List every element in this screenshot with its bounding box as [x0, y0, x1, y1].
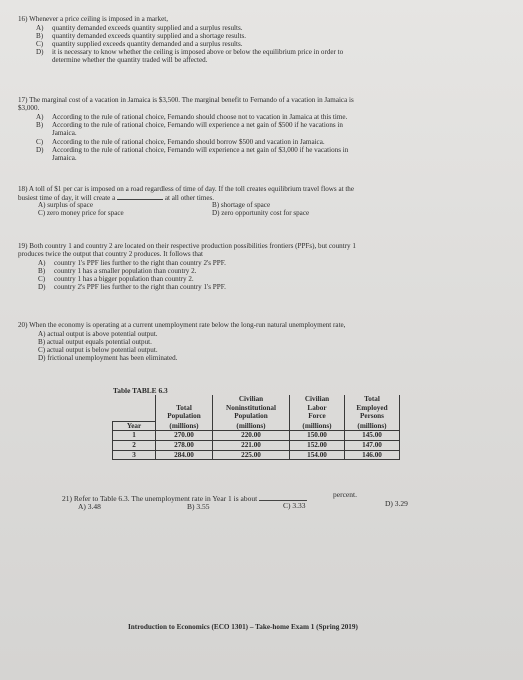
- q18-stem-line2: busiest time of day, it will create a at all other times.: [18, 194, 215, 202]
- header-total-pop-3: (millions): [156, 421, 213, 431]
- header-labor-force-1: Civilian: [290, 395, 345, 404]
- header-civ-noninst-2: Noninstitutional: [213, 404, 290, 413]
- q20-option-a: A) actual output is above potential output.: [38, 330, 158, 338]
- header-civ-noninst-3: Population: [213, 412, 290, 421]
- q21-option-b: B) 3.55: [187, 502, 210, 511]
- q18-option-d: D) zero opportunity cost for space: [212, 209, 310, 217]
- q21-stem: 21) Refer to Table 6.3. The unemployment rate in Year 1 is about: [62, 494, 307, 503]
- q16-option-b: B) quantity demanded exceeds quantity supplied and a shortage results.: [36, 32, 247, 40]
- table-row: 2 278.00 221.00 152.00 147.00: [113, 440, 400, 450]
- q20-stem: 20) When the economy is operating at a current unemployment rate below the long-run natural unemployment rate,: [18, 321, 346, 329]
- q21-option-d: D) 3.29: [385, 499, 408, 508]
- q18-answer-blank: [117, 193, 163, 200]
- q17-option-d-cont: Jamaica.: [52, 154, 77, 162]
- q17-stem-line1: 17) The marginal cost of a vacation in Jamaica is $3,500. The marginal benefit to Fernando of a vacation in Jamaica is: [18, 96, 354, 104]
- q21-stem-end: percent.: [333, 490, 357, 499]
- header-labor-force-3: Force: [290, 412, 345, 421]
- header-employed-4: (millions): [345, 421, 400, 431]
- q18-option-b: B) shortage of space: [212, 201, 271, 209]
- table-row: 3 284.00 225.00 154.00 146.00: [113, 450, 400, 460]
- table-header-row: [113, 395, 400, 404]
- q17-option-c: C) According to the rule of rational choice, Fernando should borrow $500 and vacation in Jamaica.: [36, 138, 325, 146]
- q19-option-d: D) country 2's PPF lies further to the right than country 1's PPF.: [38, 283, 226, 291]
- table-caption: Table TABLE 6.3: [113, 386, 168, 395]
- q18-option-c: C) zero money price for space: [38, 209, 124, 217]
- header-civ-noninst-4: (millions): [213, 421, 290, 431]
- header-year-spacer: [113, 395, 156, 404]
- q18-option-a: A) surplus of space: [38, 201, 93, 209]
- q19-stem-line2: produces twice the output that country 2 produces. It follows that: [18, 250, 203, 258]
- header-employed-1: Total: [345, 395, 400, 404]
- q17-option-b: B) According to the rule of rational choice, Fernando will experience a net gain of $500 if he vacations in: [36, 121, 343, 129]
- header-total-pop-spacer: [156, 395, 213, 404]
- q20-option-c: C) actual output is below potential output.: [38, 346, 158, 354]
- header-employed-2: Employed: [345, 404, 400, 413]
- labor-data-table: [112, 395, 400, 460]
- q16-option-d-cont: determine whether the quantity traded will be affected.: [52, 56, 208, 64]
- q19-option-c: C) country 1 has a bigger population than country 2.: [38, 275, 194, 283]
- q17-option-a: A) According to the rule of rational choice, Fernando should choose not to vacation in Jamaica at this time.: [36, 113, 348, 121]
- q16-option-c: C) quantity supplied exceeds quantity demanded and a surplus results.: [36, 40, 243, 48]
- q17-option-b-cont: Jamaica.: [52, 129, 77, 137]
- header-total-pop-1: Total: [156, 404, 213, 413]
- exam-footer: Introduction to Economics (ECO 1301) – Take-home Exam 1 (Spring 2019): [128, 623, 358, 631]
- q16-option-a: A) quantity demanded exceeds quantity supplied and a surplus results.: [36, 24, 243, 32]
- header-labor-force-2: Labor: [290, 404, 345, 413]
- q21-answer-blank: [259, 494, 307, 501]
- q21-option-c: C) 3.33: [283, 501, 306, 510]
- q17-option-d: D) According to the rule of rational choice, Fernando will experience a net gain of $3,000 if he vacations in: [36, 146, 349, 154]
- table-row: 1 270.00 220.00 150.00 145.00: [113, 431, 400, 441]
- q19-option-a: A) country 1's PPF lies further to the right than country 2's PPF.: [38, 259, 226, 267]
- header-civ-noninst-1: Civilian: [213, 395, 290, 404]
- q21-option-a: A) 3.48: [78, 502, 101, 511]
- q20-option-d: D) frictional unemployment has been eliminated.: [38, 354, 178, 362]
- q19-stem-line1: 19) Both country 1 and country 2 are located on their respective production possibilities frontiers (PPFs), but country 1: [18, 242, 356, 250]
- q17-stem-line2: $3,000.: [18, 104, 40, 112]
- header-employed-3: Persons: [345, 412, 400, 421]
- q19-option-b: B) country 1 has a smaller population than country 2.: [38, 267, 197, 275]
- header-labor-force-4: (millions): [290, 421, 345, 431]
- header-total-pop-2: Population: [156, 412, 213, 421]
- q18-stem-line1: 18) A toll of $1 per car is imposed on a road regardless of time of day. If the toll creates equilibrium travel flows at the: [18, 185, 354, 193]
- q16-option-d: D) it is necessary to know whether the ceiling is imposed above or below the equilibrium price in order to: [36, 48, 344, 56]
- q16-stem: 16) Whenever a price ceiling is imposed in a market,: [18, 15, 168, 23]
- q20-option-b: B) actual output equals potential output.: [38, 338, 152, 346]
- header-year: Year: [113, 421, 156, 431]
